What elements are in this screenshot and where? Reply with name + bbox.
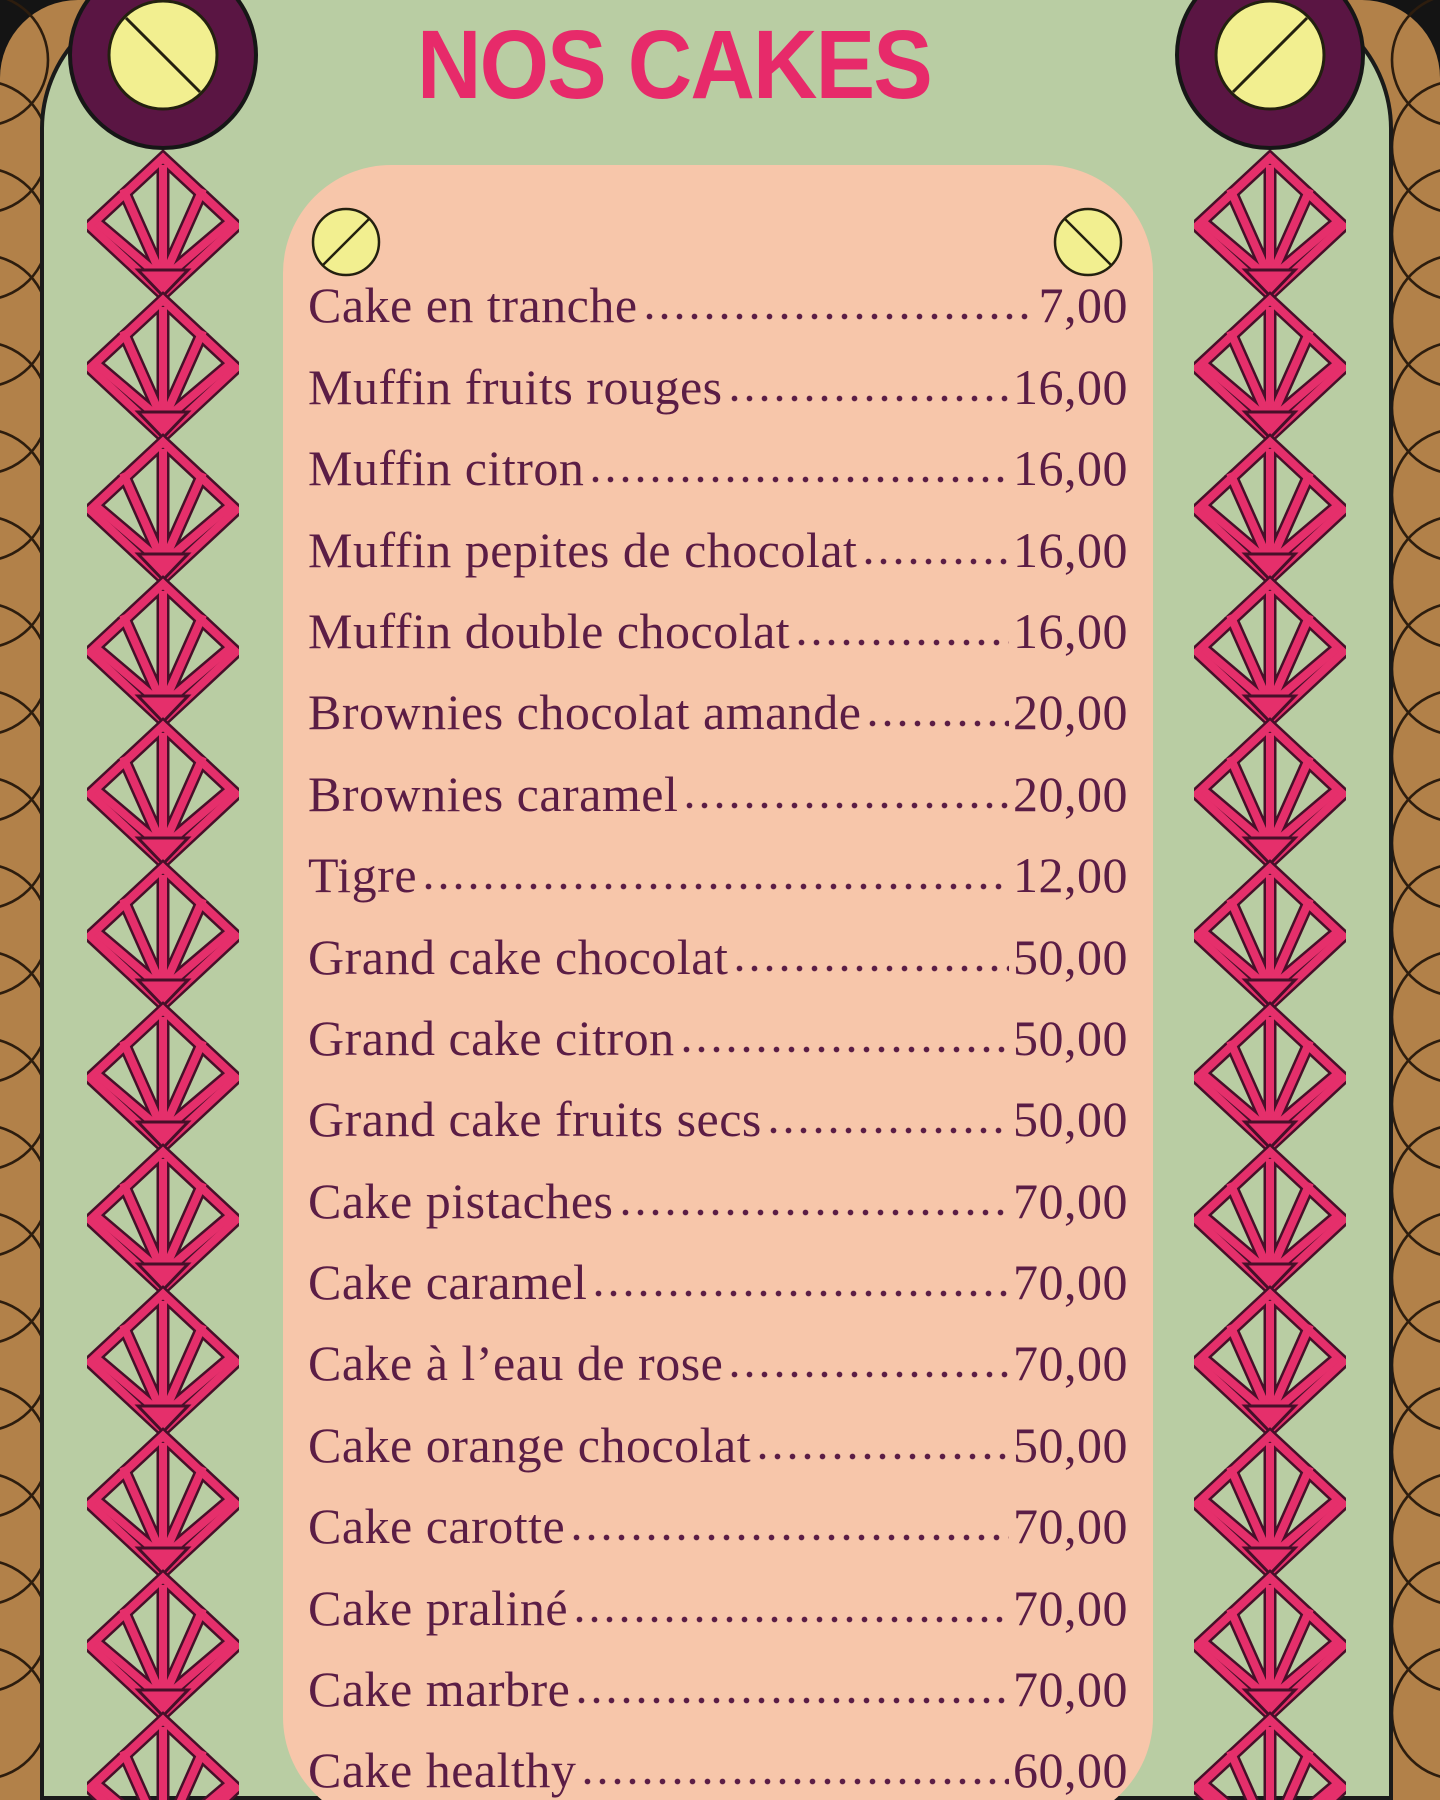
dotted-leader (864, 557, 1009, 566)
item-price: 50,00 (1013, 1416, 1128, 1473)
item-name: Grand cake citron (308, 1009, 675, 1066)
item-price: 7,00 (1038, 277, 1128, 334)
menu-item-row (308, 257, 1128, 338)
menu-item-row (308, 1559, 1128, 1640)
item-price: 20,00 (1013, 684, 1128, 741)
dotted-leader (735, 964, 1009, 973)
item-name: Cake orange chocolat (308, 1416, 752, 1473)
dotted-leader (577, 1696, 1009, 1705)
menu-item-row (308, 908, 1128, 989)
diamond-fan-ornament-column-right (1194, 0, 1346, 1800)
item-name: Muffin pepites de chocolat (308, 521, 858, 578)
menu-item-row (308, 1641, 1128, 1722)
item-name: Cake marbre (308, 1661, 571, 1718)
item-name: Tigre (308, 847, 418, 904)
item-name: Cake carotte (308, 1498, 566, 1555)
item-price: 70,00 (1013, 1498, 1128, 1555)
item-name: Grand cake fruits secs (308, 1091, 762, 1148)
menu-item-row (308, 745, 1128, 826)
dotted-leader (868, 719, 1009, 728)
item-price: 50,00 (1013, 1091, 1128, 1148)
dotted-leader (797, 638, 1009, 647)
menu-item-row (308, 1315, 1128, 1396)
dotted-leader (621, 1208, 1009, 1217)
menu-item-row (308, 338, 1128, 419)
menu-item-row (308, 420, 1128, 501)
item-name: Cake praliné (308, 1579, 569, 1636)
dotted-leader (730, 394, 1009, 403)
menu-item-row (308, 664, 1128, 745)
item-name: Muffin citron (308, 440, 585, 497)
dotted-leader (730, 1370, 1009, 1379)
menu-item-row (308, 1722, 1128, 1800)
item-price: 20,00 (1013, 765, 1128, 822)
item-name: Brownies caramel (308, 765, 679, 822)
dotted-leader (591, 475, 1009, 484)
item-name: Cake healthy (308, 1742, 577, 1799)
item-price: 60,00 (1013, 1742, 1128, 1799)
item-price: 50,00 (1013, 928, 1128, 985)
dotted-leader (685, 801, 1009, 810)
dotted-leader (583, 1777, 1009, 1786)
item-price: 16,00 (1013, 358, 1128, 415)
item-name: Brownies chocolat amande (308, 684, 862, 741)
menu-item-row (308, 1478, 1128, 1559)
item-name: Cake en tranche (308, 277, 638, 334)
dotted-leader (575, 1615, 1009, 1624)
item-price: 16,00 (1013, 602, 1128, 659)
menu-item-row (308, 1234, 1128, 1315)
menu-item-row (308, 1152, 1128, 1233)
item-price: 70,00 (1013, 1335, 1128, 1392)
dotted-leader (758, 1452, 1009, 1461)
item-price: 70,00 (1013, 1254, 1128, 1311)
item-name: Cake caramel (308, 1254, 588, 1311)
item-name: Muffin fruits rouges (308, 358, 723, 415)
menu-item-row (308, 583, 1128, 664)
item-name: Cake pistaches (308, 1172, 614, 1229)
dotted-leader (572, 1533, 1009, 1542)
menu-list (308, 165, 1128, 1800)
diamond-fan-ornament-column-left (87, 0, 239, 1800)
item-price: 50,00 (1013, 1009, 1128, 1066)
item-name: Muffin double chocolat (308, 602, 791, 659)
item-price: 70,00 (1013, 1661, 1128, 1718)
dotted-leader (424, 882, 1009, 891)
item-name: Cake à l’eau de rose (308, 1335, 724, 1392)
page-title: NOS CAKES (416, 10, 931, 119)
item-price: 70,00 (1013, 1172, 1128, 1229)
item-price: 16,00 (1013, 521, 1128, 578)
menu-item-row (308, 1396, 1128, 1477)
dotted-leader (682, 1045, 1009, 1054)
menu-item-row (308, 501, 1128, 582)
item-name: Grand cake chocolat (308, 928, 729, 985)
dotted-leader (769, 1126, 1009, 1135)
dotted-leader (645, 312, 1035, 321)
dotted-leader (594, 1289, 1009, 1298)
item-price: 12,00 (1013, 847, 1128, 904)
menu-item-row (308, 990, 1128, 1071)
menu-item-row (308, 827, 1128, 908)
menu-item-row (308, 1071, 1128, 1152)
item-price: 70,00 (1013, 1579, 1128, 1636)
menu-panel (283, 165, 1153, 1800)
item-price: 16,00 (1013, 440, 1128, 497)
